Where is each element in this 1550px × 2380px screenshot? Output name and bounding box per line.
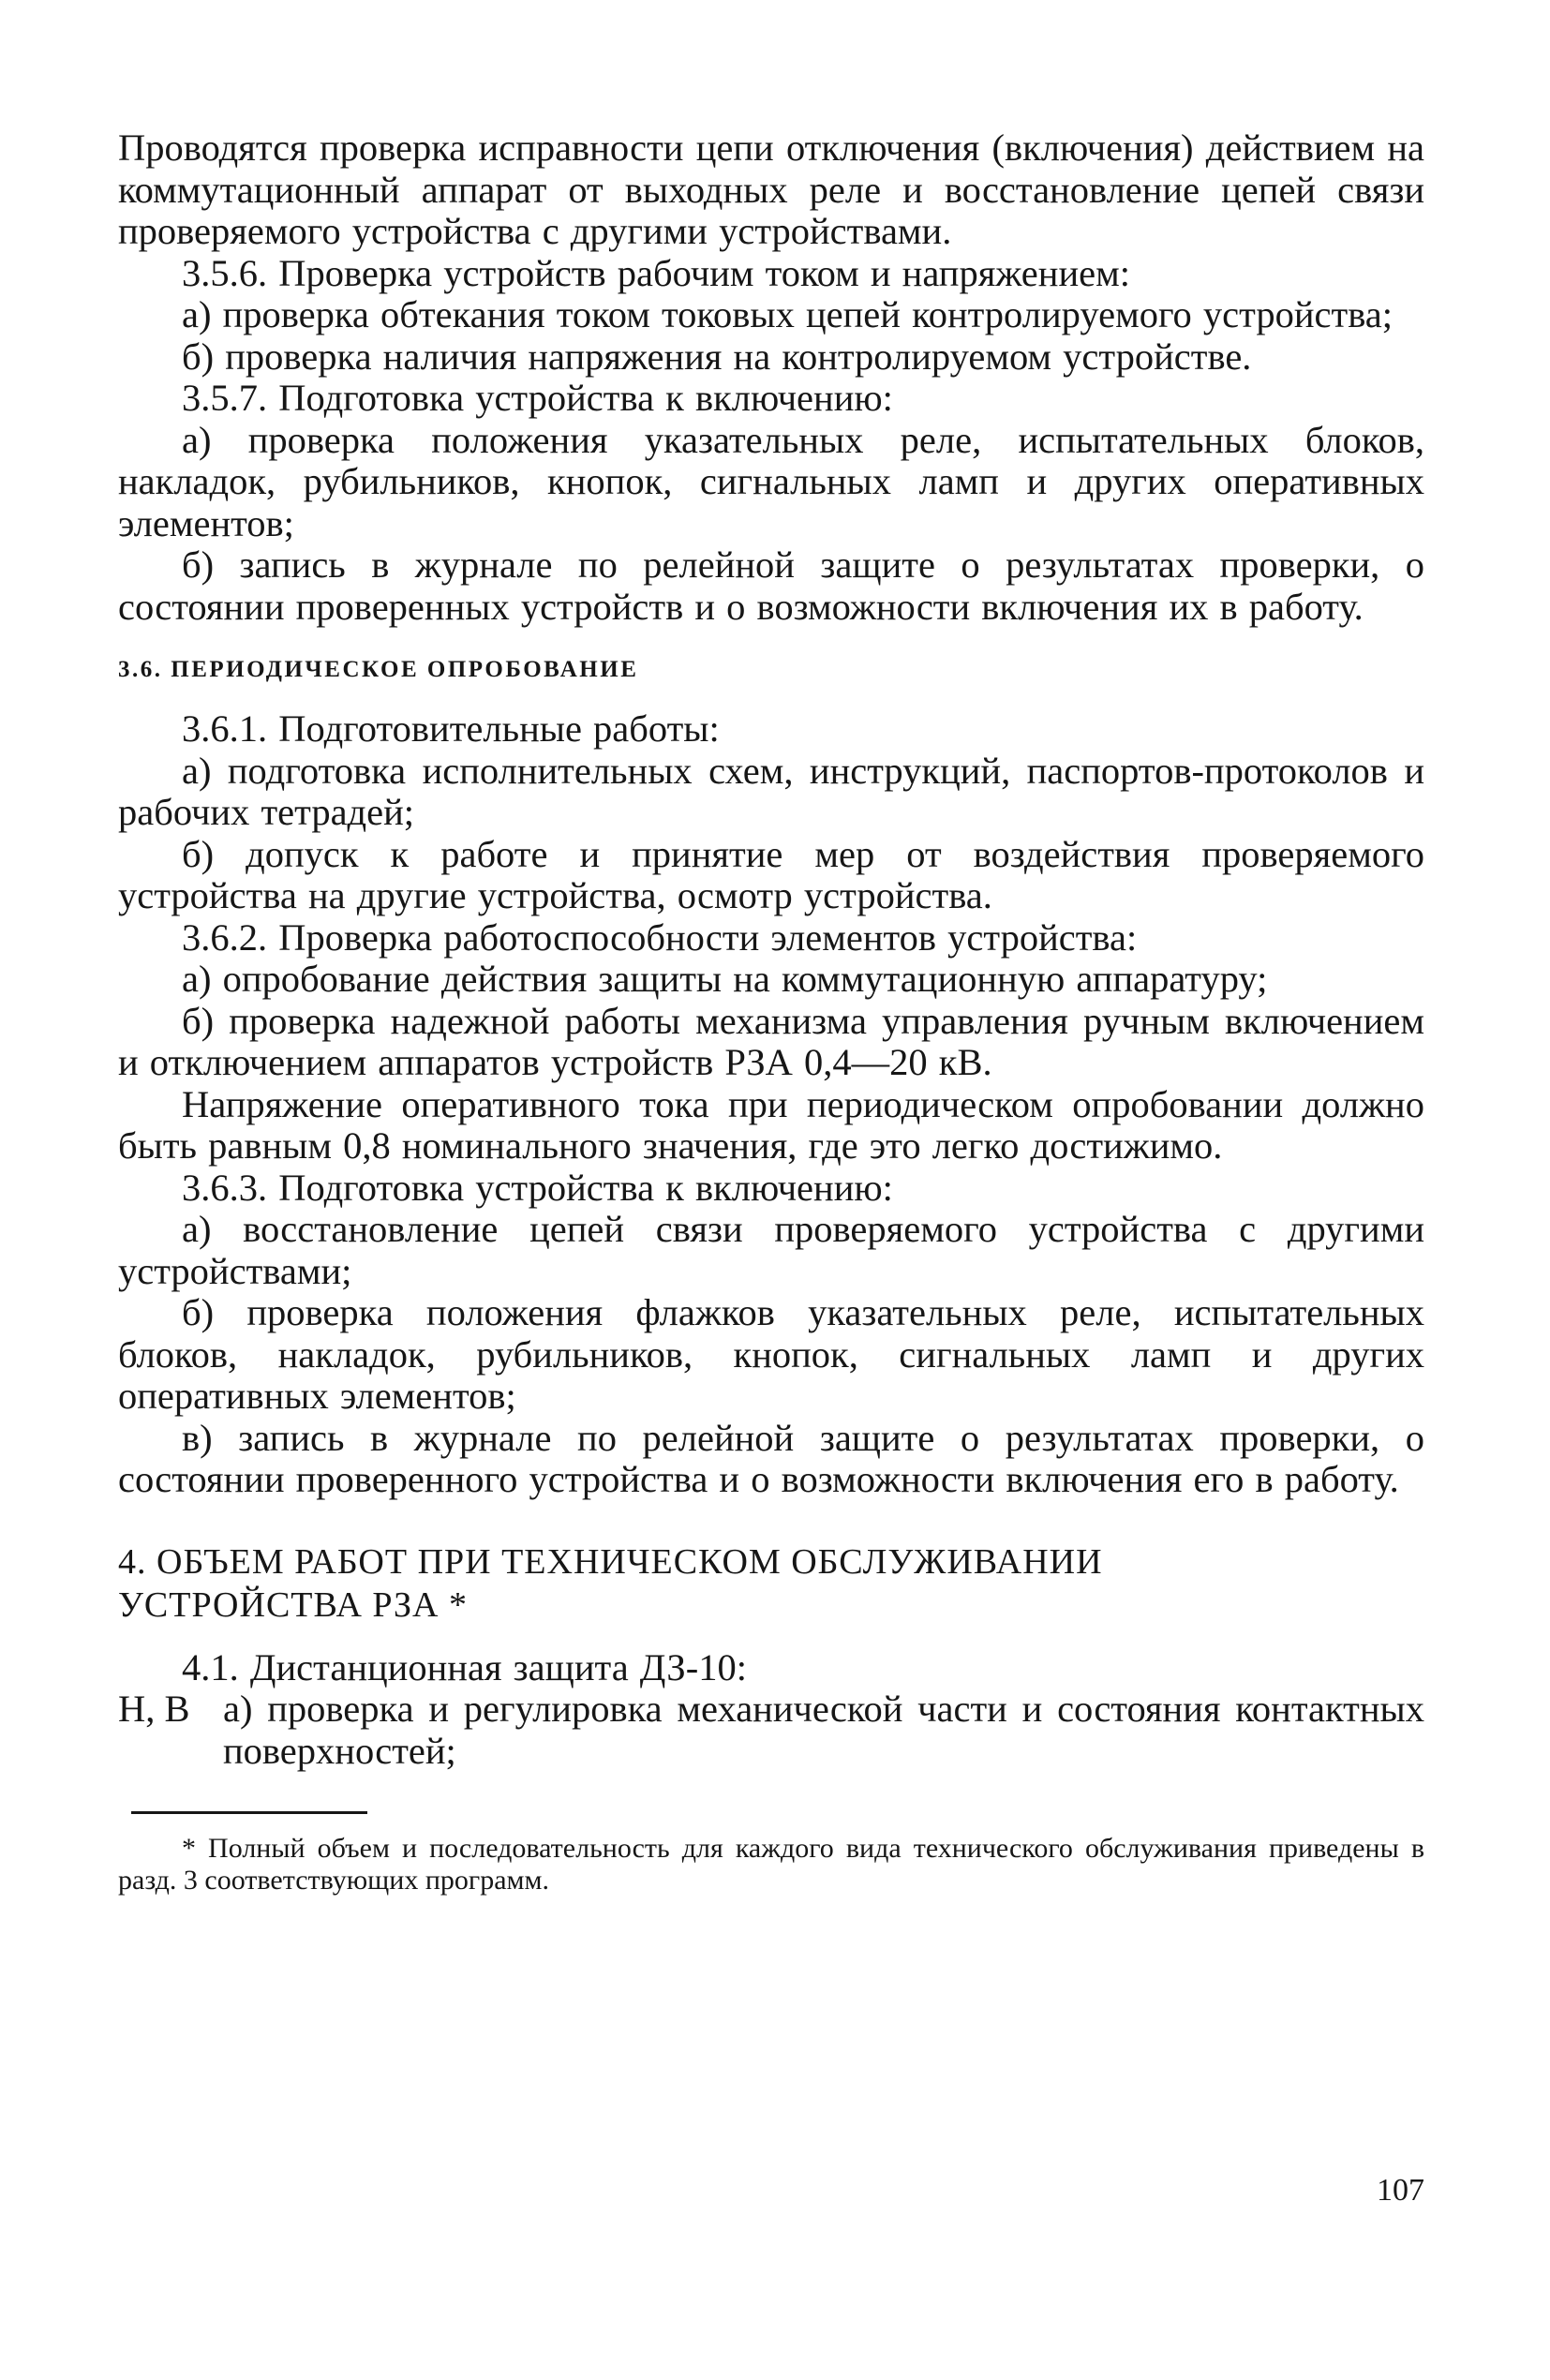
paragraph: а) подготовка исполнительных схем, инструкций, паспортов-протоколов и рабочих тетрадей; <box>118 749 1424 833</box>
hanging-item <box>118 1688 1424 1772</box>
paragraph-4-1: 4.1. Дистанционная защита ДЗ-10: <box>182 1645 747 1688</box>
paragraphs-top <box>118 127 1424 628</box>
section-title-line: 4. ОБЪЕМ РАБОТ ПРИ ТЕХНИЧЕСКОМ ОБСЛУЖИВАНИИ <box>118 1541 1103 1582</box>
hanging-item-label: Н, В <box>118 1688 190 1730</box>
paragraph: б) допуск к работе и принятие мер от воздействия проверяемого устройства на другие устройства, осмотр устройства. <box>118 832 1424 916</box>
paragraph: а) проверка положения указательных реле, испытательных блоков, накладок, рубильников, кнопок, сигнальных ламп и других оперативных элементов; <box>118 418 1424 544</box>
paragraph: а) опробование действия защиты на коммутационную аппаратуру; <box>182 958 1268 1000</box>
paragraph: б) проверка наличия напряжения на контролируемом устройстве. <box>182 335 1252 378</box>
paragraph-3-6-3: 3.6.3. Подготовка устройства к включению: <box>182 1166 893 1209</box>
paragraph: б) запись в журнале по релейной защите о результатах проверки, о состоянии проверенных устройств и о возможности включения их в работу. <box>118 543 1424 628</box>
paragraph-3-5-7: 3.5.7. Подготовка устройства к включению: <box>182 377 893 419</box>
paragraphs-middle <box>118 708 1424 1501</box>
paragraph: б) проверка надежной работы механизма управления ручным включением и отключением аппаратов устройств РЗА 0,4—20 кВ. <box>118 999 1424 1083</box>
paragraph: а) восстановление цепей связи проверяемого устройства с другими устройствами; <box>118 1208 1424 1292</box>
paragraph: б) проверка положения флажков указательных реле, испытательных блоков, накладок, рубильников, кнопок, сигнальных ламп и других оперативных элементов; <box>118 1291 1424 1417</box>
footnote-divider <box>131 1811 367 1814</box>
page-number: 107 <box>1377 2173 1424 2208</box>
paragraph: в) запись в журнале по релейной защите о результатах проверки, о состоянии проверенного устройства и о возможности включения его в работу. <box>118 1416 1424 1500</box>
paragraph: Напряжение оперативного тока при периодическом опробовании должно быть равным 0,8 номинального значения, где это легко достижимо. <box>118 1082 1424 1167</box>
footnote: * Полный объем и последовательность для каждого вида технического обслуживания приведены в разд. 3 соответствующих программ. <box>118 1833 1424 1896</box>
paragraph-3-5-6: 3.5.6. Проверка устройств рабочим током и напряжением: <box>182 251 1130 294</box>
page-body <box>118 127 1424 1897</box>
section-title <box>118 1540 1424 1627</box>
paragraph-3-6-1: 3.6.1. Подготовительные работы: <box>182 707 720 750</box>
subsection-heading: 3.6. ПЕРИОДИЧЕСКОЕ ОПРОБОВАНИЕ <box>118 657 639 682</box>
paragraph: Проводятся проверка исправности цепи отключения (включения) действием на коммутационный аппарат от выходных реле и восстановление цепей связи проверяемого устройства с другими устройствами. <box>118 126 1424 252</box>
section-title-line: УСТРОЙСТВА РЗА * <box>118 1584 468 1625</box>
paragraph: а) проверка обтекания током токовых цепей контролируемого устройства; <box>182 293 1394 335</box>
hanging-item-text: а) проверка и регулировка механической части и состояния контактных поверхностей; <box>223 1688 1424 1772</box>
paragraph-3-6-2: 3.6.2. Проверка работоспособности элементов устройства: <box>182 915 1138 959</box>
